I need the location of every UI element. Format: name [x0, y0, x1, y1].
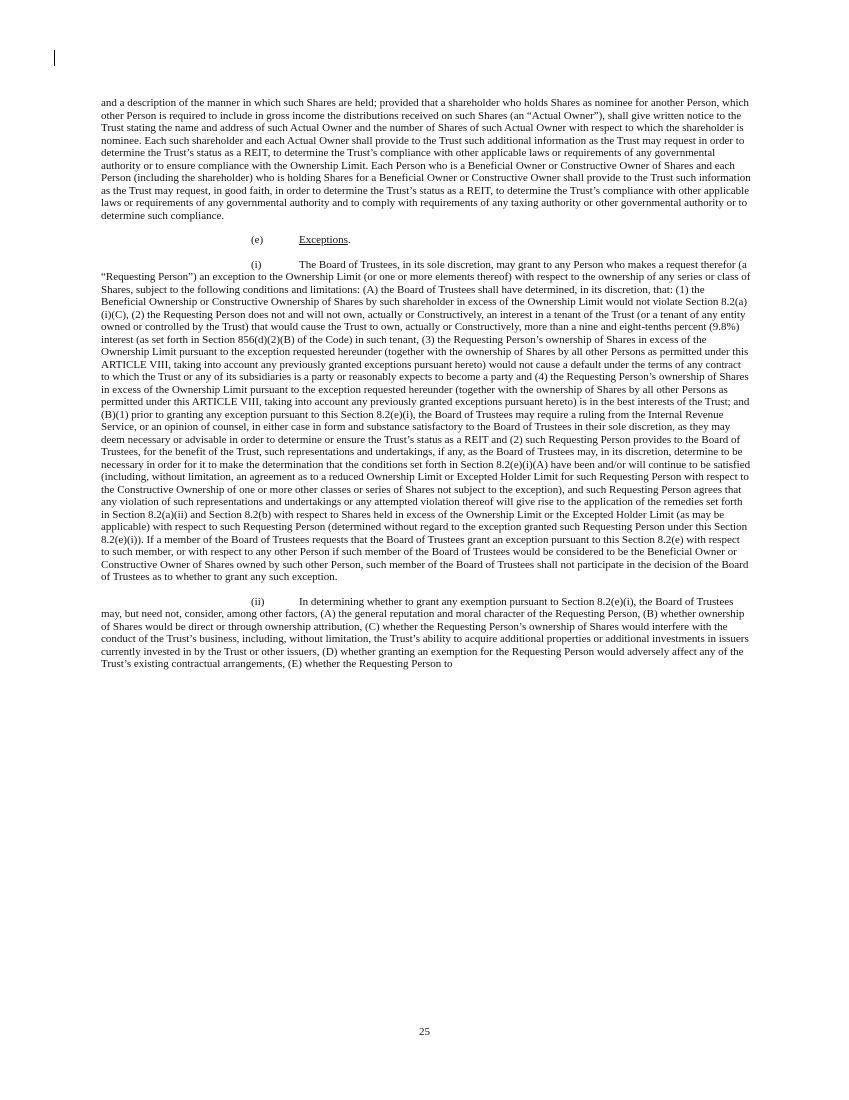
paragraph-i-body: makes a request therefor (a “Requesting Person”) an exception to the Ownership Limit (or one or more elements thereof) with respect to the ownership of any series or class of Shares, subject to the following conditions and limitations: (A) the Board of Trustees shall have determined, in its discretion, that: (1) the Beneficial Ownership or Constructive Ownership of Shares by such shareholder in excess of the Ownership Limit would not violate Section 8.2(a)(i)(C), (2) the Requesting Person does not and will not own, actually or Constructively, an interest in a tenant of the Trust (or a tenant of any entity owned or controlled by the Trust) that would cause the Trust to own, actually or Constructively, more than a nine and eight-tenths percent (9.8%) interest (as set forth in Section 856(d)(2)(B) of the Code) in such tenant, (3) the Requesting Person’s ownership of Shares in excess of the Ownership Limit pursuant to the exception requested hereunder (together with the ownership of Shares by all other Persons as permitted under this ARTICLE VIII, taking into account any previously granted exceptions pursuant hereto) would not cause a default under the terms of any contract to which the Trust or any of its subsidiaries is a party or reasonably expects to become a party and (4) the Requesting Person’s ownership of Shares in excess of the Ownership Limit pursuant to the exception requested hereunder (together with the ownership of Shares by all other Persons as permitted under this ARTICLE VIII, taking into account any previously granted exceptions pursuant hereto) is in the best interests of the Trust; and (B)(1) prior to granting any exception pursuant to this Section 8.2(e)(i), the Board of Trustees may require a ruling from the Internal Revenue Service, or an opinion of counsel, in either case in form and substance satisfactory to the Board of Trustees in their sole discretion, as they may deem necessary or advisable in order to determine or ensure the Trust’s status as a REIT and (2) such Requesting Person provides to the Board of Trustees, for the benefit of the Trust, such representations and undertakings, if any, as the Board of Trustees may, in its discretion, determine to be necessary in order for it to make the determination that the conditions set forth in Section 8.2(e)(i)(A) have been and/or will continue to be satisfied (including, without limitation, an agreement as to a reduced Ownership Limit or Excepted Holder Limit for such Requesting Person with respect to the Constructive Ownership of one or more other classes or series of Shares not subject to the exception), and such Requesting Person agrees that any violation of such representations and undertakings or any attempted violation thereof will give rise to the application of the remedies set forth in Section 8.2(a)(ii) and Section 8.2(b) with respect to Shares held in excess of the Ownership Limit or the Excepted Holder Limit (as may be applicable) with respect to such Requesting Person (determined without regard to the exception granted such Requesting Person under this Section 8.2(e)(i)). If a member of the Board of Trustees requests that the Board of Trustees grant an exception pursuant to this Section 8.2(e) with respect to such member, or with respect to any other Person if such member of the Board of Trustees would be considered to be the Beneficial Owner or Constructive Owner of Shares owned by such other Person, such member of the Board of Trustees shall not participate in the decision of the Board of Trustees as to whether to grant any such exception. [101, 258, 751, 583]
section-title-period: . [347, 234, 351, 246]
intro-paragraph: and a description of the manner in which such Shares are held; provided that a shareholder who holds Shares as nominee for another Person, which other Person is required to include in gross income the distributions received on such Shares (an “Actual Owner”), shall give written notice to the Trust stating the name and address of such Actual Owner and the number of Shares of such Actual Owner with respect to which the shareholder is nominee. Each such shareholder and each Actual Owner shall provide to the Trust such additional information as the Trust may request in order to determine the Trust’s status as a REIT, to determine the Trust’s compliance with other applicable laws or requirements of any governmental authority or to ensure compliance with the Ownership Limit. Each Person who is a Beneficial Owner or Constructive Owner of Shares and each Person (including the shareholder) who is holding Shares for a Beneficial Owner or Constructive Owner shall provide to the Trust such information as the Trust may request, in good faith, in order to determine the Trust’s status as a REIT, to determine the Trust’s compliance with other applicable laws or requirements of any governmental authority and to comply with requirements of any taxing authority or other governmental authority or to determine such compliance. [101, 97, 751, 222]
text-cursor [54, 50, 55, 66]
paragraph-i [101, 259, 751, 584]
paragraph-ii-lead [101, 596, 652, 609]
page-number: 25 [419, 1026, 430, 1038]
paragraph-ii-body: Board of Trustees may, but need not, consider, among other factors, (A) the general reputation and moral character of the Requesting Person, (B) whether ownership of Shares would be direct or through ownership attribution, (C) whether the Requesting Person’s ownership of Shares would interfere with the conduct of the Trust’s business, including, without limitation, the Trust’s ability to acquire additional properties or additional investments in issuers currently invested in by the Trust or other issuers, (D) whether granting an exemption for the Requesting Person would adversely affect any of the Trust’s existing contractual arrangements, (E) whether the Requesting Person to [101, 595, 749, 670]
paragraph-ii-lead-text: In determining whether to grant any exemption pursuant to Section 8.2(e)(i), the [299, 595, 653, 608]
paragraph-i-number: (i) [251, 258, 262, 271]
document-body [101, 97, 751, 671]
section-title: Exceptions [299, 234, 348, 246]
paragraph-i-lead [101, 259, 625, 272]
paragraph-ii-number: (ii) [251, 595, 265, 608]
paragraph-i-lead-text: The Board of Trustees, in its sole discretion, may grant to any Person who [299, 258, 625, 271]
section-number: (e) [251, 234, 264, 246]
paragraph-ii [101, 596, 751, 671]
section-heading-exceptions [101, 234, 751, 247]
